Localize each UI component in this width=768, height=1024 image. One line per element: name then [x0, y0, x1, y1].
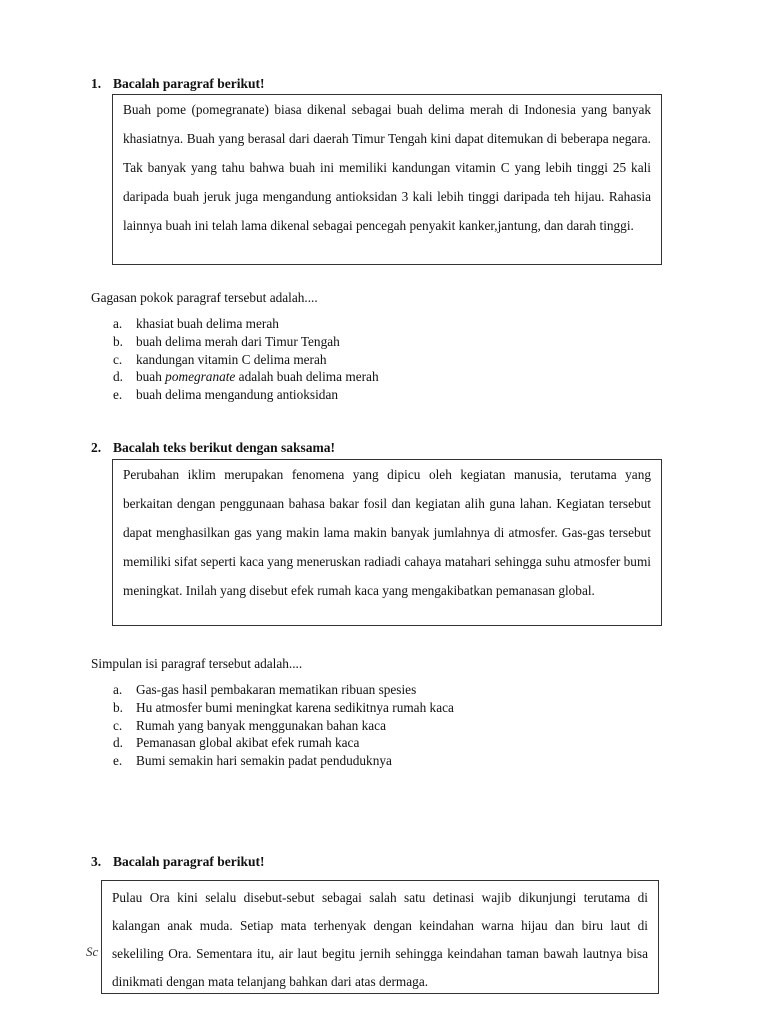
passage-text: Buah pome (pomegranate) biasa dikenal sebagai buah delima merah di Indonesia yang banyak khasiatnya. Buah yang berasal dari daerah Timur Tengah kini dapat ditemukan di beberapa negara. Tak banyak yang tahu bahwa buah ini memiliki kandungan vitamin C yang lebih tinggi 25 kali daripada buah jeruk juga mengandung antioksidan 3 kali lebih tinggi daripada teh hijau. Rahasia lainnya buah ini telah lama dikenal sebagai pencegah penyakit kanker,jantung, dan darah tinggi.: [123, 102, 651, 233]
question-number: 2.: [91, 440, 102, 455]
question-1-options: [113, 315, 379, 404]
option-e[interactable]: e. buah delima mengandung antioksidan: [113, 387, 338, 403]
question-number: 3.: [91, 854, 102, 869]
question-1-passage-box: [112, 94, 662, 265]
question-number: 1.: [91, 76, 102, 91]
question-3-heading: [91, 854, 265, 870]
question-title: Bacalah paragraf berikut!: [113, 76, 265, 91]
question-title: Bacalah teks berikut dengan saksama!: [113, 440, 336, 455]
question-2-heading: [91, 440, 335, 456]
question-2-passage-box: [112, 459, 662, 626]
option-a[interactable]: a. Gas-gas hasil pembakaran mematikan ribuan spesies: [113, 682, 417, 697]
option-d[interactable]: d. buah pomegranate adalah buah delima merah: [113, 369, 379, 385]
option-c[interactable]: c. Rumah yang banyak menggunakan bahan kaca: [113, 717, 386, 733]
option-d[interactable]: d. Pemanasan global akibat efek rumah kaca: [113, 735, 360, 751]
question-2-options: [113, 681, 454, 770]
question-3-passage-box: [101, 880, 659, 994]
passage-text: Pulau Ora kini selalu disebut-sebut sebagai salah satu detinasi wajib dikunjungi terutama di kalangan anak muda. Setiap mata terhenyak dengan keindahan warna hijau dan biru laut di sekeliling Ora. Sementara itu, air laut begitu jernih sehingga keindahan taman bawah lautnya bisa dinikmati dengan mata telanjang bahkan dari atas dermaga.: [112, 890, 648, 989]
partial-text-fragment: Sc: [86, 944, 99, 959]
question-2-prompt: Simpulan isi paragraf tersebut adalah....: [91, 656, 303, 671]
passage-text: Perubahan iklim merupakan fenomena yang dipicu oleh kegiatan manusia, terutama yang berkaitan dengan penggunaan bahasa bakar fosil dan kegiatan alih guna lahan. Kegiatan tersebut dapat menghasilkan gas yang makin lama makin banyak jumlahnya di atmosfer. Gas-gas tersebut memiliki sifat seperti kaca yang meneruskan radiadi cahaya matahari sehingga suhu atmosfer bumi meningkat. Inilah yang disebut efek rumah kaca yang mengakibatkan pemanasan global.: [123, 467, 651, 598]
option-c[interactable]: c. kandungan vitamin C delima merah: [113, 351, 327, 367]
question-1-prompt: Gagasan pokok paragraf tersebut adalah....: [91, 290, 318, 305]
option-a[interactable]: a. khasiat buah delima merah: [113, 316, 279, 331]
option-e[interactable]: e. Bumi semakin hari semakin padat penduduknya: [113, 753, 392, 769]
question-1-heading: [91, 76, 265, 92]
option-b[interactable]: b. buah delima merah dari Timur Tengah: [113, 333, 340, 349]
question-title: Bacalah paragraf berikut!: [113, 854, 265, 869]
option-b[interactable]: b. Hu atmosfer bumi meningkat karena sedikitnya rumah kaca: [113, 699, 454, 715]
